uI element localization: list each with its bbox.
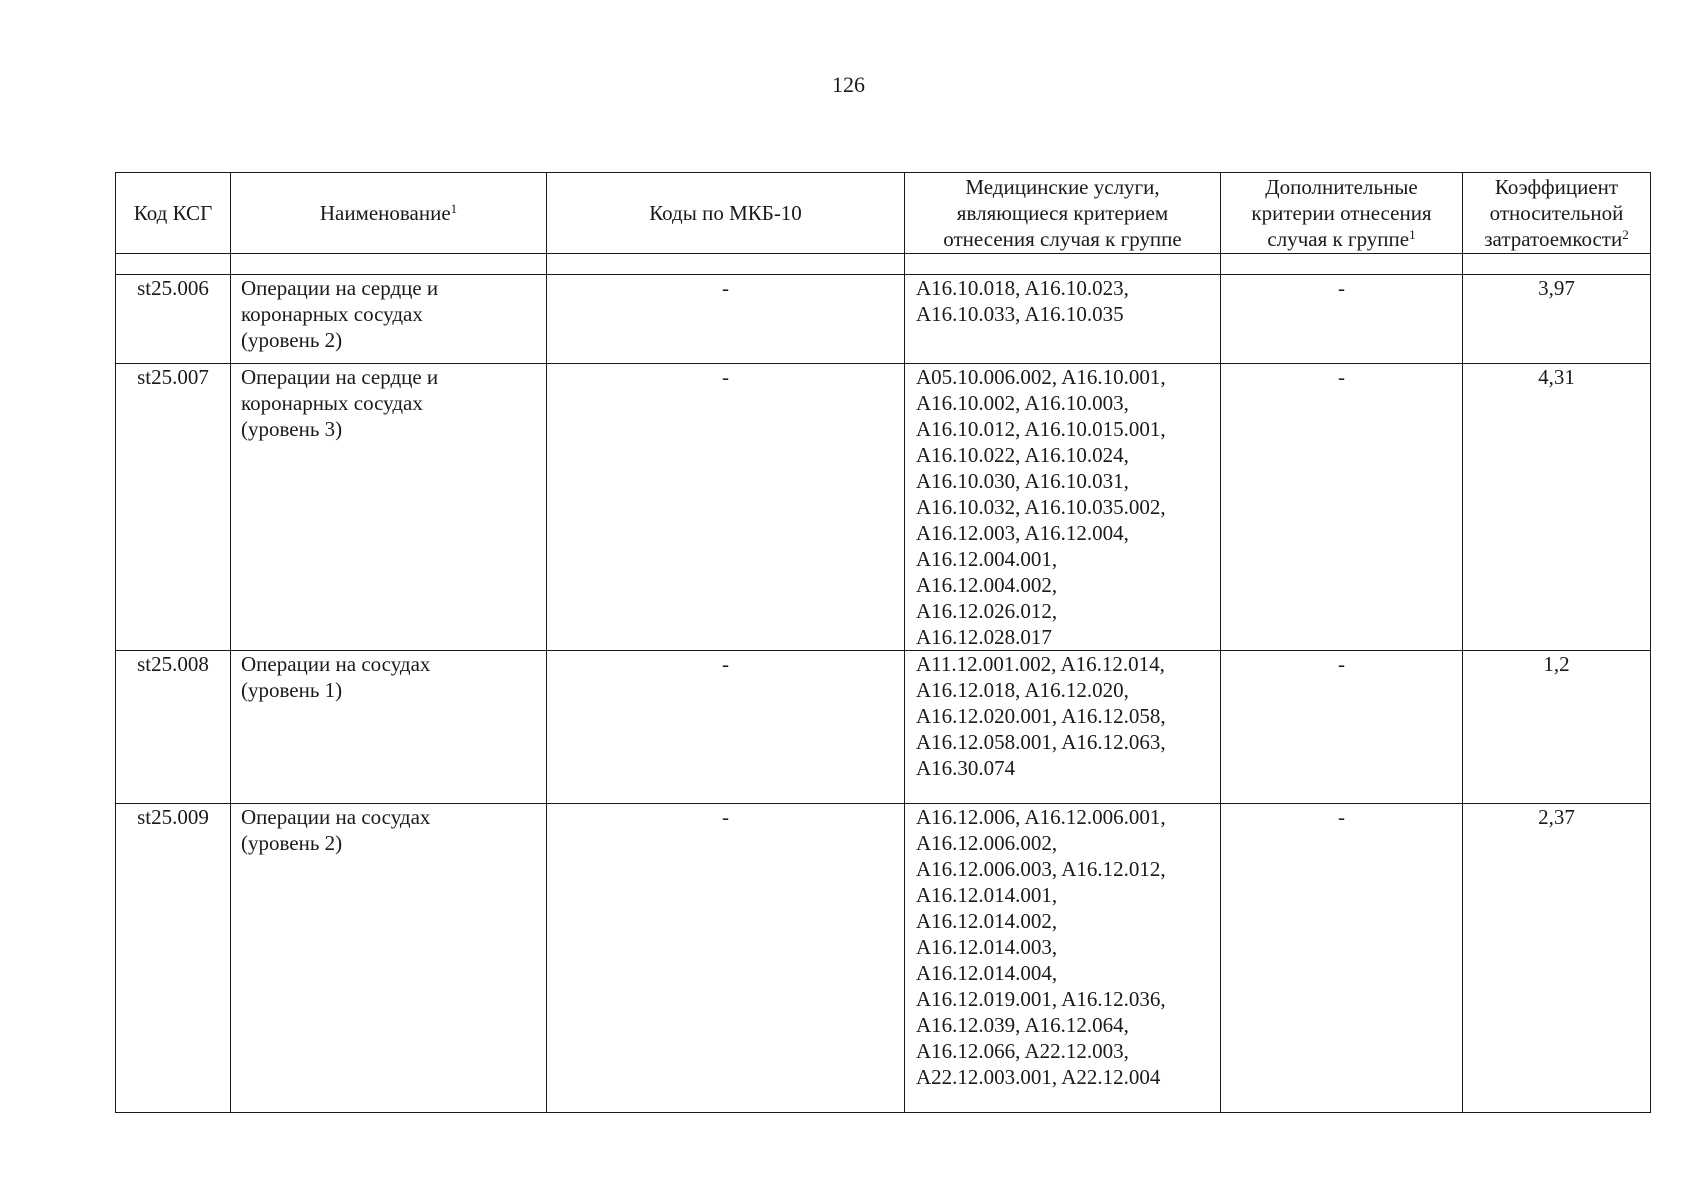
service-code-line: A16.10.033, A16.10.035 bbox=[916, 302, 1124, 326]
service-code-line: A16.12.014.002, bbox=[916, 909, 1058, 933]
cell-mkb: - bbox=[547, 651, 905, 804]
cell-services bbox=[905, 275, 1221, 364]
cell-coefficient: 4,31 bbox=[1463, 364, 1651, 651]
cell-name: Операции на сердце и коронарных сосудах (уровень 3) bbox=[231, 364, 547, 651]
header-services: Медицинские услуги, являющиеся критерием отнесения случая к группе bbox=[905, 173, 1221, 254]
cell-code: st25.007 bbox=[116, 364, 231, 651]
header-code: Код КСГ bbox=[116, 173, 231, 254]
service-code-line: A16.12.003, A16.12.004, bbox=[916, 521, 1129, 545]
service-code-line: A16.10.022, A16.10.024, bbox=[916, 443, 1129, 467]
service-code-line: A16.12.014.003, bbox=[916, 935, 1058, 959]
table-row bbox=[116, 804, 1651, 1113]
service-code-line: A16.12.019.001, A16.12.036, bbox=[916, 987, 1166, 1011]
header-coefficient: Коэффициент относительной затратоемкости$^2$ bbox=[1463, 173, 1651, 254]
service-code-line: A16.10.002, A16.10.003, bbox=[916, 391, 1129, 415]
cell-coefficient: 2,37 bbox=[1463, 804, 1651, 1113]
cell-mkb: - bbox=[547, 275, 905, 364]
table-row bbox=[116, 275, 1651, 364]
spacer-row bbox=[116, 254, 1651, 275]
service-code-line: A16.10.012, A16.10.015.001, bbox=[916, 417, 1166, 441]
cell-code: st25.009 bbox=[116, 804, 231, 1113]
cell-services bbox=[905, 804, 1221, 1113]
header-name: Наименование$^1$ bbox=[231, 173, 547, 254]
service-code-line: A16.12.039, A16.12.064, bbox=[916, 1013, 1129, 1037]
service-code-line: A16.12.058.001, A16.12.063, bbox=[916, 730, 1166, 754]
cell-mkb: - bbox=[547, 804, 905, 1113]
service-code-line: A16.12.020.001, A16.12.058, bbox=[916, 704, 1166, 728]
footnote-marker: 2 bbox=[1622, 227, 1629, 242]
service-code-line: A16.12.028.017 bbox=[916, 625, 1052, 649]
service-code-line: A16.12.014.004, bbox=[916, 961, 1058, 985]
page-number: 126 bbox=[832, 72, 865, 97]
service-code-line: A16.12.018, A16.12.020, bbox=[916, 678, 1129, 702]
cell-additional: - bbox=[1221, 651, 1463, 804]
service-code-line: A22.12.003.001, A22.12.004 bbox=[916, 1065, 1161, 1089]
cell-code: st25.006 bbox=[116, 275, 231, 364]
service-code-line: A16.12.014.001, bbox=[916, 883, 1058, 907]
service-code-line: A16.12.066, A22.12.003, bbox=[916, 1039, 1129, 1063]
cell-coefficient: 1,2 bbox=[1463, 651, 1651, 804]
service-code-line: A16.10.030, A16.10.031, bbox=[916, 469, 1129, 493]
cell-name: Операции на сосудах (уровень 2) bbox=[231, 804, 547, 1113]
cell-additional: - bbox=[1221, 364, 1463, 651]
cell-services bbox=[905, 364, 1221, 651]
service-code-line: A16.12.026.012, bbox=[916, 599, 1058, 623]
cell-code: st25.008 bbox=[116, 651, 231, 804]
service-code-line: A16.12.006.003, A16.12.012, bbox=[916, 857, 1166, 881]
cell-name: Операции на сосудах (уровень 1) bbox=[231, 651, 547, 804]
table-row bbox=[116, 651, 1651, 804]
service-code-line: A16.12.006, A16.12.006.001, bbox=[916, 805, 1166, 829]
service-code-line: A11.12.001.002, A16.12.014, bbox=[916, 652, 1165, 676]
cell-mkb: - bbox=[547, 364, 905, 651]
cell-name: Операции на сердце и коронарных сосудах (уровень 2) bbox=[231, 275, 547, 364]
header-additional: Дополнительные критерии отнесения случая к группе$^1$ bbox=[1221, 173, 1463, 254]
cell-additional: - bbox=[1221, 804, 1463, 1113]
service-code-line: A05.10.006.002, A16.10.001, bbox=[916, 365, 1166, 389]
service-code-line: A16.12.006.002, bbox=[916, 831, 1058, 855]
service-code-line: A16.30.074 bbox=[916, 756, 1016, 780]
cell-services bbox=[905, 651, 1221, 804]
cell-coefficient: 3,97 bbox=[1463, 275, 1651, 364]
footnote-marker: 1 bbox=[450, 201, 458, 216]
cell-additional: - bbox=[1221, 275, 1463, 364]
header-mkb: Коды по МКБ-10 bbox=[547, 173, 905, 254]
service-code-line: A16.12.004.002, bbox=[916, 573, 1058, 597]
footnote-marker: 1 bbox=[1409, 227, 1416, 242]
table-row bbox=[116, 364, 1651, 651]
ksg-table bbox=[115, 172, 1651, 1113]
service-code-line: A16.10.018, A16.10.023, bbox=[916, 276, 1129, 300]
service-code-line: A16.12.004.001, bbox=[916, 547, 1058, 571]
service-code-line: A16.10.032, A16.10.035.002, bbox=[916, 495, 1166, 519]
table-header-row bbox=[116, 173, 1651, 254]
